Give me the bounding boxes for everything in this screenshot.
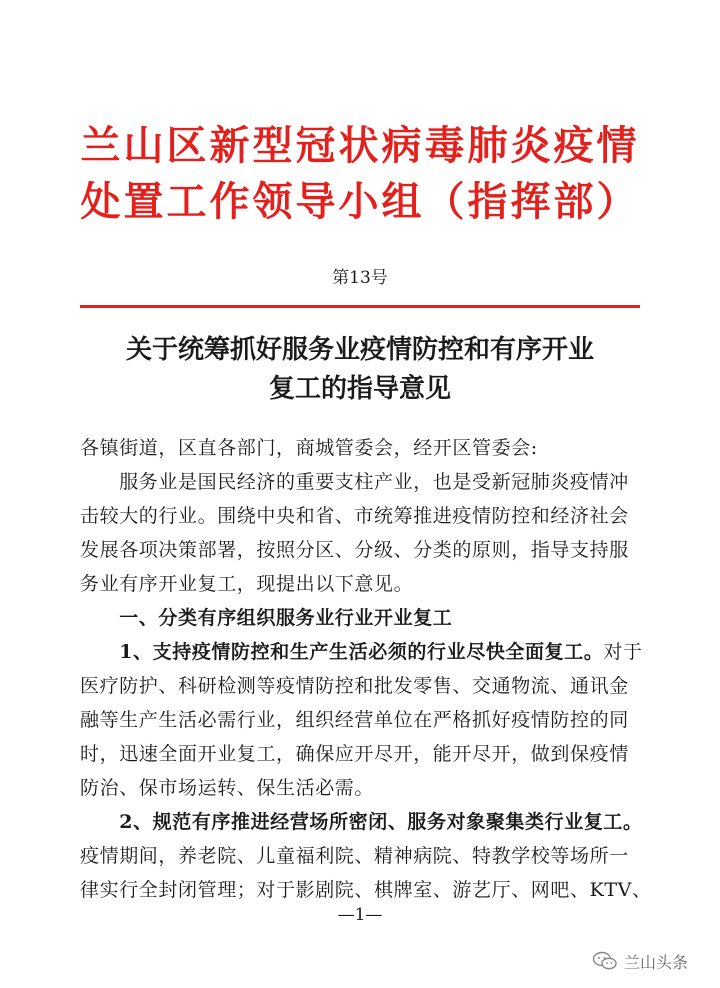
source-watermark <box>592 950 688 972</box>
body-line: 律实行全封闭管理；对于影剧院、棋牌室、游艺厅、网吧、KTV、 <box>80 879 652 901</box>
watermark-text: 兰山头条 <box>624 952 689 972</box>
body-line: 疫情期间，养老院、儿童福利院、精神病院、特教学校等场所一 <box>80 845 629 867</box>
document-title-line1: 关于统筹抓好服务业疫情防控和有序开业 <box>125 335 594 365</box>
bold-lead: 1、支持疫情防控和生产生活必须的行业尽快全面复工。 <box>80 641 604 663</box>
red-divider <box>80 305 640 308</box>
header-title-line2: 处置工作领导小组（指挥部） <box>80 178 640 225</box>
header-title-line1: 兰山区新型冠状病毒肺炎疫情 <box>80 122 640 169</box>
section-heading: 一、分类有序组织服务业行业开业复工 <box>80 607 453 629</box>
body-line: 时，迅速全面开业复工，确保应开尽开，能开尽开，做到保疫情 <box>80 743 629 765</box>
document-title-line2: 复工的指导意见 <box>268 374 451 404</box>
body-line: 发展各项决策部署，按照分区、分级、分类的原则，指导支持服 <box>80 539 629 561</box>
body-line: 1、支持疫情防控和生产生活必须的行业尽快全面复工。对于 <box>80 641 643 663</box>
document-number: 第13号 <box>332 268 388 288</box>
body-line: 防治、保市场运转、保生活必需。 <box>80 777 375 799</box>
body-line <box>80 810 646 834</box>
body-line: 击较大的行业。围绕中央和省、市统筹推进疫情防控和经济社会 <box>80 505 629 527</box>
body-line: 融等生产生活必需行业，组织经营单位在严格抓好疫情防控的同 <box>80 709 629 731</box>
body-line: 各镇街道，区直各部门，商城管委会，经开区管委会: <box>80 437 538 459</box>
body-line: 务业有序开业复工，现提出以下意见。 <box>80 573 414 595</box>
body-line: 服务业是国民经济的重要支柱产业，也是受新冠肺炎疫情冲 <box>80 471 629 493</box>
bold-lead: 2、规范有序推进经营场所密闭、服务对象聚集类行业复工。 <box>80 811 643 833</box>
page-number: —1— <box>337 905 383 925</box>
body-line: 医疗防护、科研检测等疫情防控和批发零售、交通物流、通讯金 <box>80 675 629 697</box>
wechat-icon <box>592 951 618 971</box>
